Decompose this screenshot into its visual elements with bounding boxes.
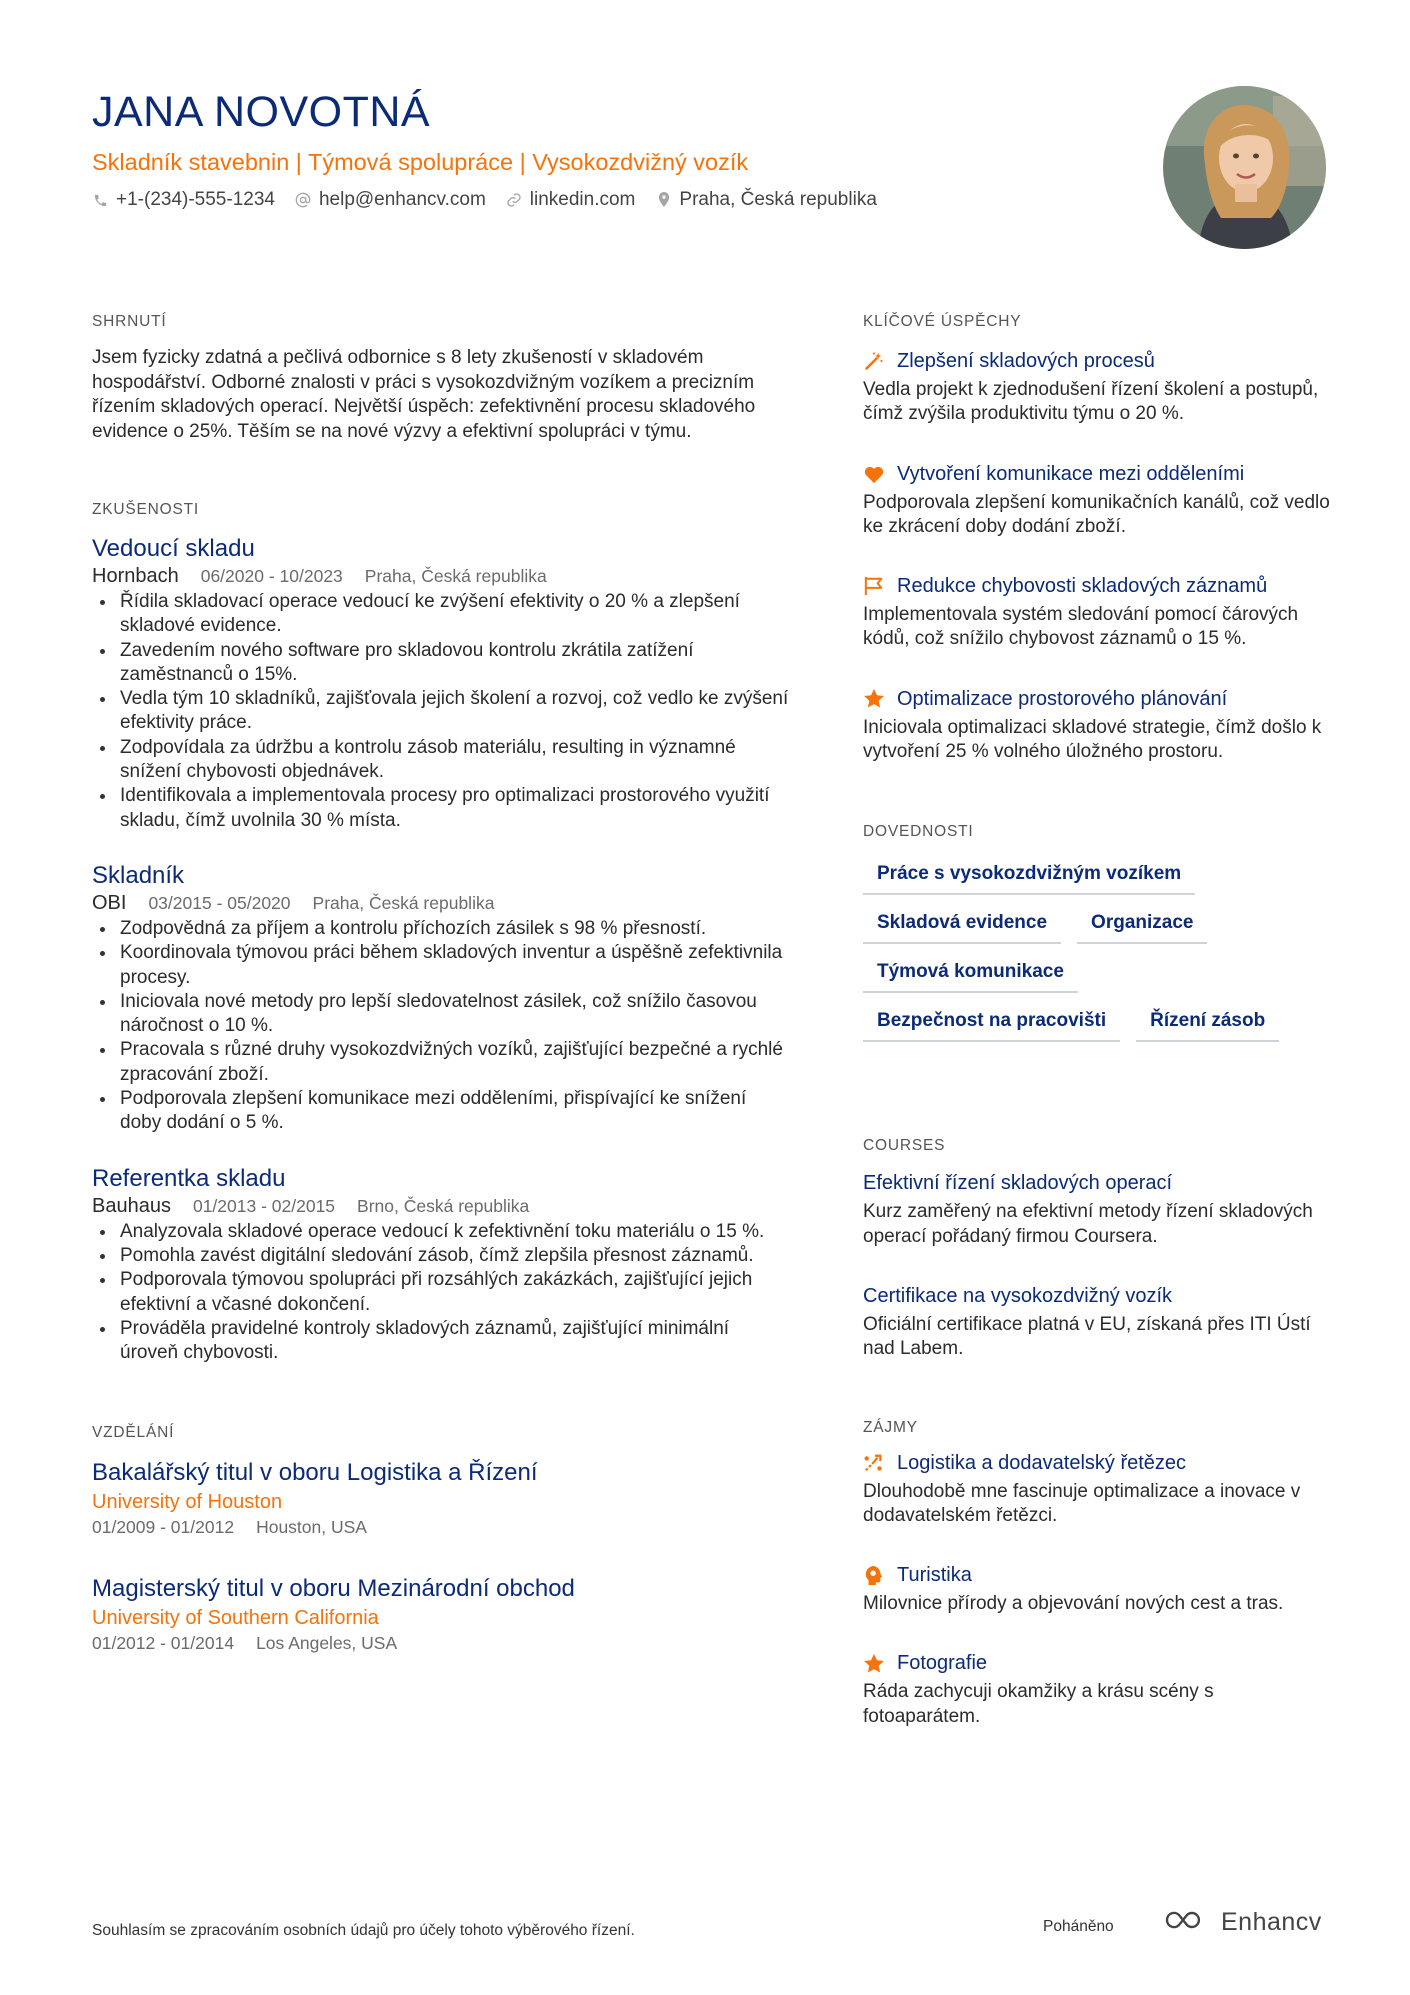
job-dates: 01/2013 - 02/2015 (192, 1195, 336, 1216)
brand-logo[interactable] (1163, 1908, 1322, 1937)
course-desc: Kurz zaměřený na efektivní metody řízení skladových operací pořádaný firmou Coursera. (863, 1201, 1313, 1247)
skills-heading: DOVEDNOSTI (863, 823, 974, 841)
right-column (863, 312, 1333, 1729)
achievements-item-desc: Iniciovala optimalizaci skladové strategie, čímž došlo k vytvoření 25 % volného úložného prostoru. (863, 716, 1322, 763)
bullet-item: Koordinovala týmovou práci během skladových inventur a úspěšně zefektivnila procesy. (92, 941, 792, 990)
resume-header (92, 86, 1132, 214)
education-location: Los Angeles, USA (256, 1633, 398, 1654)
contact-phone (92, 186, 275, 214)
achievements-item-title: Vytvoření komunikace mezi odděleními (897, 462, 1245, 485)
flag-icon (863, 575, 885, 597)
linkedin-text: linkedin.com (529, 189, 636, 210)
bullet-item: Podporovala týmovou spolupráci při rozsáhlých zakázkách, zajišťující jejich efektivní a včasné dokončení. (92, 1268, 792, 1317)
heart-icon (863, 463, 885, 485)
achievements-item (863, 348, 1333, 427)
location-pin-icon (655, 192, 672, 209)
interests-list (863, 1450, 1333, 1729)
bullet-item: Prováděla pravidelné kontroly skladových záznamů, zajišťující minimální úroveň chybovosti. (92, 1317, 792, 1366)
left-column (92, 312, 792, 1655)
interests-item-desc: Milovnice přírody a objevování nových cest a tras. (863, 1593, 1284, 1615)
achievements-item-desc: Podporovala zlepšení komunikačních kanálů, což vedlo ke zkrácení doby dodání zboží. (863, 491, 1330, 537)
job-location: Praha, Česká republika (364, 566, 547, 586)
phone-icon (92, 192, 109, 209)
course-entry (863, 1170, 1333, 1249)
courses-heading: COURSES (863, 1137, 946, 1155)
job-bullets (92, 917, 792, 1136)
school-name: University of Houston (92, 1491, 283, 1514)
course-entry (863, 1283, 1333, 1362)
interests-item-title: Turistika (897, 1564, 972, 1587)
summary-heading: SHRNUTÍ (92, 313, 167, 330)
interests-item-desc: Dlouhodobě mne fascinuje optimalizace a inovace v dodavatelském řetězci. (863, 1480, 1301, 1526)
interests-item (863, 1650, 1333, 1729)
job-entry (92, 861, 792, 1136)
powered-by-label: Poháněno (1043, 1918, 1114, 1935)
contact-email[interactable] (295, 186, 486, 214)
skill-tag: Týmová komunikace (863, 956, 1078, 993)
enhancv-logo-icon (1163, 1908, 1211, 1937)
job-entry (92, 534, 792, 833)
job-meta (92, 891, 792, 915)
bullet-item: Zodpovídala za údržbu a kontrolu zásob materiálu, resulting in významné snížení chybovosti objednávek. (92, 736, 792, 785)
consent-note: Souhlasím se zpracováním osobních údajů pro účely tohoto výběrového řízení. (92, 1922, 635, 1939)
interests-item-desc: Ráda zachycuji okamžiky a krásu scény s fotoaparátem. (863, 1681, 1214, 1727)
bullet-item: Řídila skladovací operace vedoucí ke zvýšení efektivity o 20 % a zlepšení skladové evidence. (92, 590, 792, 639)
education-entry (92, 1573, 792, 1655)
education-dates: 01/2012 - 01/2014 (92, 1633, 235, 1654)
magic-wand-icon (863, 350, 885, 372)
degree-title: Magisterský titul v oboru Mezinárodní obchod (92, 1575, 575, 1603)
job-title: Vedoucí skladu (92, 535, 255, 562)
candidate-headline: Skladník stavebnin | Týmová spolupráce | Vysokozdvižný vozík (92, 149, 749, 175)
course-desc: Oficiální certifikace platná v EU, získaná přes ITI Ústí nad Labem. (863, 1313, 1311, 1360)
interests-item (863, 1562, 1333, 1616)
bullet-item: Zodpovědná za příjem a kontrolu příchozích zásilek s 98 % přesností. (92, 917, 792, 941)
job-company: OBI (92, 891, 127, 914)
education-location: Houston, USA (256, 1517, 367, 1538)
skill-tag: Práce s vysokozdvižným vozíkem (863, 858, 1195, 895)
contact-linkedin[interactable] (506, 186, 636, 214)
school-name: University of Southern California (92, 1607, 379, 1630)
education-meta (92, 1631, 792, 1655)
experience-heading: ZKUŠENOSTI (92, 501, 200, 518)
achievements-item-head (863, 573, 1333, 599)
interests-heading: ZÁJMY (863, 1418, 918, 1436)
achievements-item-head (863, 686, 1333, 712)
bullet-item: Identifikovala a implementovala procesy pro optimalizaci prostorového využití skladu, čímž uvolnila 30 % místa. (92, 784, 792, 833)
interests-item-head (863, 1562, 1333, 1588)
bullet-item: Vedla tým 10 skladníků, zajišťovala jejich školení a rozvoj, což vedlo ke zvýšení efektivity práce. (92, 687, 792, 736)
at-icon (295, 192, 312, 209)
location-text: Praha, Česká republika (679, 189, 877, 210)
achievements-item-desc: Vedla projekt k zjednodušení řízení školení a postupů, čímž zvýšila produktivitu týmu o 20 %. (863, 379, 1319, 425)
achievements-item-title: Optimalizace prostorového plánování (897, 687, 1228, 710)
bullet-item: Analyzovala skladové operace vedoucí k zefektivnění toku materiálu o 15 %. (92, 1220, 792, 1244)
job-title: Referentka skladu (92, 1164, 286, 1192)
email-text: help@enhancv.com (318, 189, 486, 210)
star-icon (863, 1652, 885, 1674)
head-icon (863, 1564, 885, 1586)
skill-tag: Řízení zásob (1136, 1005, 1279, 1042)
job-title: Skladník (92, 861, 185, 889)
job-entry (92, 1164, 792, 1366)
achievements-item (863, 573, 1333, 652)
bullet-item: Zavedením nového software pro skladovou kontrolu zkrátila zatížení zaměstnanců o 15%. (92, 639, 792, 688)
education-heading: VZDĚLÁNÍ (92, 1424, 175, 1442)
degree-title: Bakalářský titul v oboru Logistika a Řízení (92, 1459, 538, 1487)
brand-name: Enhancv (1221, 1908, 1322, 1936)
course-title: Efektivní řízení skladových operací (863, 1172, 1173, 1195)
bullet-item: Pracovala s různé druhy vysokozdvižných vozíků, zajišťující bezpečné a rychlé zpracování zboží. (92, 1038, 792, 1087)
skill-tag: Skladová evidence (863, 907, 1061, 944)
job-company: Hornbach (92, 565, 179, 587)
achievements-item-title: Zlepšení skladových procesů (897, 350, 1155, 372)
education-list (92, 1457, 792, 1655)
job-bullets (92, 590, 792, 833)
job-dates: 03/2015 - 05/2020 (148, 892, 291, 913)
skills-list (863, 858, 1323, 1042)
star-icon (863, 688, 885, 710)
job-location: Brno, Česká republika (357, 1195, 530, 1216)
job-bullets (92, 1220, 792, 1366)
link-icon (506, 192, 523, 209)
education-entry (92, 1457, 792, 1539)
route-icon (863, 1452, 885, 1474)
course-title: Certifikace na vysokozdvižný vozík (863, 1284, 1173, 1307)
summary-text: Jsem fyzicky zdatná a pečlivá odbornice s 8 lety zkušeností v skladovém hospodářství. Odborné znalosti v práci s vysokozdvižným vozíkem a precizním řízením skladových operací. Největší úspěch: zefektivnění procesu skladového evidence o 25%. Těším se na nové výzvy a efektivní spolupráci v týmu. (92, 347, 756, 442)
interests-item-head (863, 1450, 1333, 1476)
job-company: Bauhaus (92, 1194, 171, 1217)
interests-item-head (863, 1650, 1333, 1676)
job-meta (92, 564, 792, 588)
job-meta (92, 1194, 792, 1218)
courses-list (863, 1170, 1333, 1361)
interests-item-title: Logistika a dodavatelský řetězec (897, 1451, 1187, 1474)
achievements-list (863, 348, 1333, 764)
achievements-item-head (863, 348, 1333, 374)
job-dates: 06/2020 - 10/2023 (200, 566, 343, 586)
candidate-name: JANA NOVOTNÁ (92, 88, 431, 136)
achievements-item-title: Redukce chybovosti skladových záznamů (897, 575, 1268, 598)
experience-list (92, 534, 792, 1365)
bullet-item: Pomohla zavést digitální sledování zásob, čímž zlepšila přesnost záznamů. (92, 1244, 792, 1268)
achievements-heading: KLÍČOVÉ ÚSPĚCHY (863, 313, 1022, 330)
achievements-item-head (863, 461, 1333, 487)
profile-photo (1163, 86, 1326, 249)
phone-text: +1-(234)-555-1234 (116, 189, 275, 210)
education-dates: 01/2009 - 01/2012 (92, 1517, 235, 1538)
job-location: Praha, Česká republika (312, 892, 495, 913)
skill-tag: Bezpečnost na pracovišti (863, 1005, 1120, 1042)
interests-item (863, 1450, 1333, 1529)
achievements-item (863, 461, 1333, 540)
contact-row (92, 186, 1132, 214)
education-meta (92, 1515, 792, 1539)
bullet-item: Podporovala zlepšení komunikace mezi odděleními, přispívající ke snížení doby dodání o 5 %. (92, 1087, 792, 1136)
achievements-item (863, 686, 1333, 765)
contact-location (655, 186, 877, 214)
bullet-item: Iniciovala nové metody pro lepší sledovatelnost zásilek, což snížilo časovou náročnost o 10 %. (92, 990, 792, 1039)
achievements-item-desc: Implementovala systém sledování pomocí čárových kódů, což snížilo chybovost záznamů o 15 %. (863, 604, 1299, 650)
skill-tag: Organizace (1077, 907, 1207, 944)
interests-item-title: Fotografie (897, 1652, 988, 1675)
